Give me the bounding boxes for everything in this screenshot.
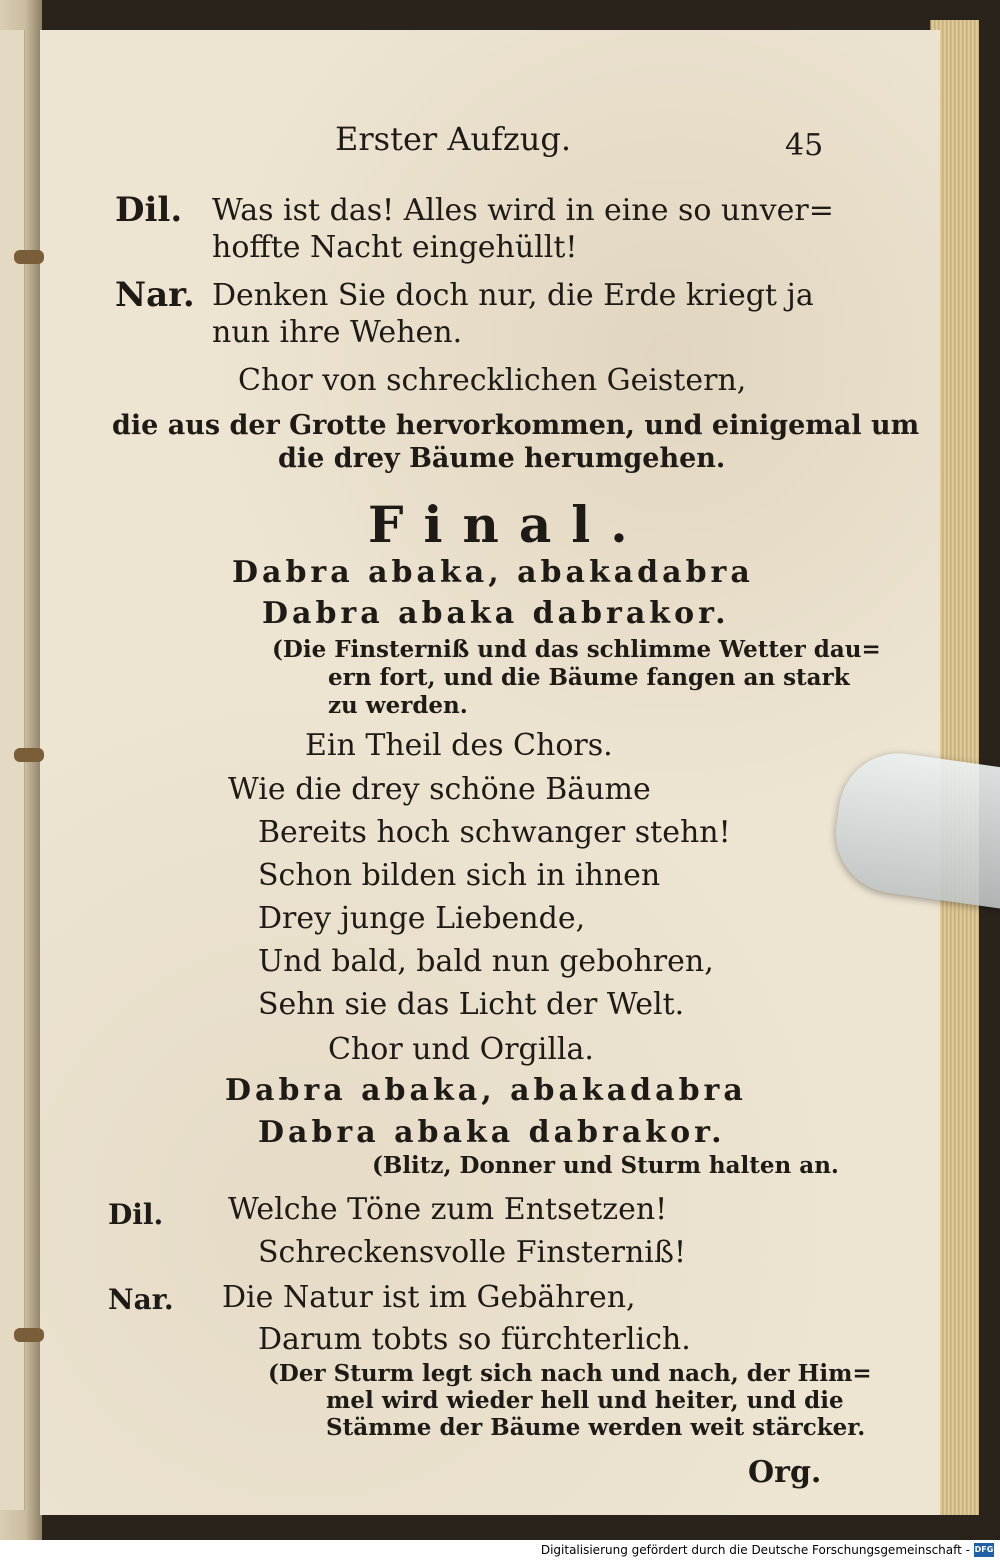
stage-direction: (Die Finsterniß und das schlimme Wetter dau= [272,636,881,663]
stage-direction: die aus der Grotte hervorkommen, und einigemal um [112,410,920,441]
catchword: Org. [748,1455,822,1490]
dialogue-line: Die Natur ist im Gebähren, [222,1280,636,1315]
dialogue-line: nun ihre Wehen. [212,315,463,350]
dialogue-line: Was ist das! Alles wird in eine so unver= [212,193,834,228]
verse-line: Und bald, bald nun gebohren, [258,944,714,979]
binding-stitch [14,748,44,762]
dialogue-line: Schreckensvolle Finsterniß! [258,1235,686,1270]
binding-stitch [14,250,44,264]
page-number: 45 [785,128,824,163]
dfg-logo: DFG [974,1543,994,1557]
speaker-label: Nar. [108,1283,174,1316]
speaker-label: Dil. [115,190,183,230]
binding-stitch [14,1328,44,1342]
chorus-heading: Ein Theil des Chors. [305,728,613,763]
stage-direction: (Der Sturm legt sich nach und nach, der Him= [268,1360,872,1387]
chant-line: Dabra abaka dabrakor. [262,596,730,631]
chorus-heading: Chor und Orgilla. [328,1032,594,1067]
verse-line: Schon bilden sich in ihnen [258,858,661,893]
final-heading: Final. [368,495,648,554]
verse-line: Sehn sie das Licht der Welt. [258,987,685,1022]
stage-direction: ern fort, und die Bäume fangen an stark [328,664,850,691]
dialogue-line: hoffte Nacht eingehüllt! [212,230,578,265]
stage-direction: zu werden. [328,692,468,719]
verse-line: Bereits hoch schwanger stehn! [258,815,731,850]
chorus-heading: Chor von schrecklichen Geistern, [238,363,747,398]
dialogue-line: Denken Sie doch nur, die Erde kriegt ja [212,278,814,313]
running-header: Erster Aufzug. [335,120,572,158]
chant-line: Dabra abaka, abakadabra [232,555,754,590]
verse-line: Drey junge Liebende, [258,901,586,936]
dialogue-line: Welche Töne zum Entsetzen! [228,1192,668,1227]
dialogue-line: Darum tobts so fürchterlich. [258,1322,691,1357]
chant-line: Dabra abaka dabrakor. [258,1115,726,1150]
footer-credit: Digitalisierung gefördert durch die Deutsche Forschungsgemeinschaft - [540,1543,970,1557]
verse-line: Wie die drey schöne Bäume [228,772,651,807]
chant-line: Dabra abaka, abakadabra [225,1073,747,1108]
stage-direction: (Blitz, Donner und Sturm halten an. [372,1152,839,1179]
speaker-label: Dil. [108,1198,164,1231]
footer-bar [0,1540,1000,1561]
stage-direction: mel wird wieder hell und heiter, und die [326,1387,844,1414]
stage-direction: die drey Bäume herumgehen. [278,443,726,474]
speaker-label: Nar. [115,275,195,315]
stage-direction: Stämme der Bäume werden weit stärcker. [326,1414,866,1441]
